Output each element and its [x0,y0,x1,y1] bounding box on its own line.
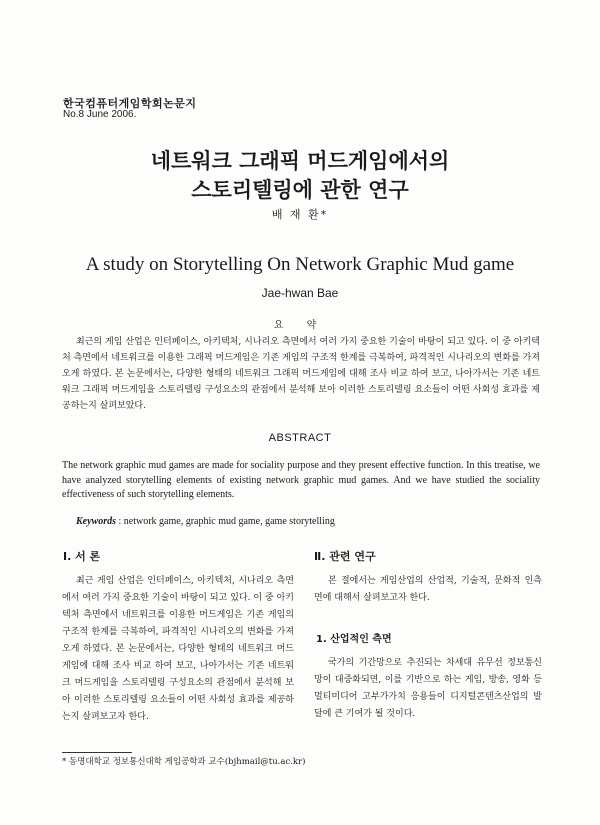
title-english: A study on Storytelling On Network Graphic Mud game [85,254,515,275]
abstract-english-body: The network graphic mud games are made for sociality purpose and they present effective function. In this treatise, we have analyzed storytelling elements of existing network graphic mud games. And we have studied the sociality effectiveness of such storytelling elements. [62,460,540,500]
subsection1-heading: 1. 산업적인 측면 [316,634,392,645]
subsection1-body: 국가의 기간망으로 추진되는 차세대 유무선 정보통신망이 대중화되면, 이를 기반으로 하는 게임, 방송, 영화 등 멀티미디어 고부가가치 응용들이 디지털콘텐츠산업의 발달에 큰 기여가 될 것이다. [314,658,542,719]
abstract-korean-heading: 요 약 [273,320,327,331]
title-korean-line1: 네트워크 그래픽 머드게임에서의 [150,149,450,173]
footnote-rule [62,752,132,753]
abstract-korean-body: 최근의 게임 산업은 인터페이스, 아키텍처, 시나리오 측면에서 여러 가지 중요한 기술이 바탕이 되고 있다. 이 중 아키텍처 측면에서 네트워크를 이용한 그래픽 머드게임은 기존 게임의 구조적 한계를 극복하여, 파격적인 시나리오의 변화를 가져오게 하였다. 본 논문에서는, 다양한 형태의 네트워크 그래픽 머드게임에 대해 조사 비교 하여 보고, 나아가서는 기존 네트워크 그래픽 머드게임을 스토리텔링 구성요소의 관점에서 분석해 보아 이러한 스토리텔링 요소들이 어떤 사회성 효과를 제공하는지 살펴보았다. [62,337,540,411]
title-korean-line2: 스토리텔링에 관한 연구 [191,178,409,202]
abstract-english-heading: ABSTRACT [268,432,332,444]
author-english: Jae-hwan Bae [261,286,339,300]
keywords [76,516,335,527]
journal-name: 한국컴퓨터게임학회논문지 [63,97,197,110]
section1-body: 최근 게임 산업은 인터페이스, 아키텍처, 시나리오 측면에서 여러 가지 중요한 기술이 바탕이 되고 있다. 이 중 아키텍처 측면에서 네트워크를 이용한 머드게임은 기존 게임의 구조적 한계를 극복하여, 파격적인 시나리오의 변화를 가져오게 하였다. 본 논문에서는, 다양한 형태의 네트워크 머드게임에 대해 조사 비교 하여 보고, 나아가서는 기존 네트워크 머드게임을 스토리텔링 구성요소의 관점에서 분석해 보아 이러한 스토리텔링 요소들이 어떤 사회성 효과를 제공하는지 살펴보고자 한다. [62,576,294,722]
section2-body: 본 절에서는 게임산업의 산업적, 기술적, 문화적 인측면에 대해서 살펴보고자 한다. [314,576,542,603]
author-korean: 배 재 환* [271,208,329,221]
section1-heading: Ⅰ. 서 론 [63,550,101,563]
journal-issue: No.8 June 2006. [63,109,137,120]
footnote: * 동명대학교 정보통신대학 게임공학과 교수(bjhmail@tu.ac.kr) [62,757,306,767]
keywords-label: Keywords [76,516,116,527]
keywords-text: : network game, graphic mud game, game storytelling [116,516,335,527]
section2-heading: Ⅱ. 관련 연구 [314,550,376,563]
